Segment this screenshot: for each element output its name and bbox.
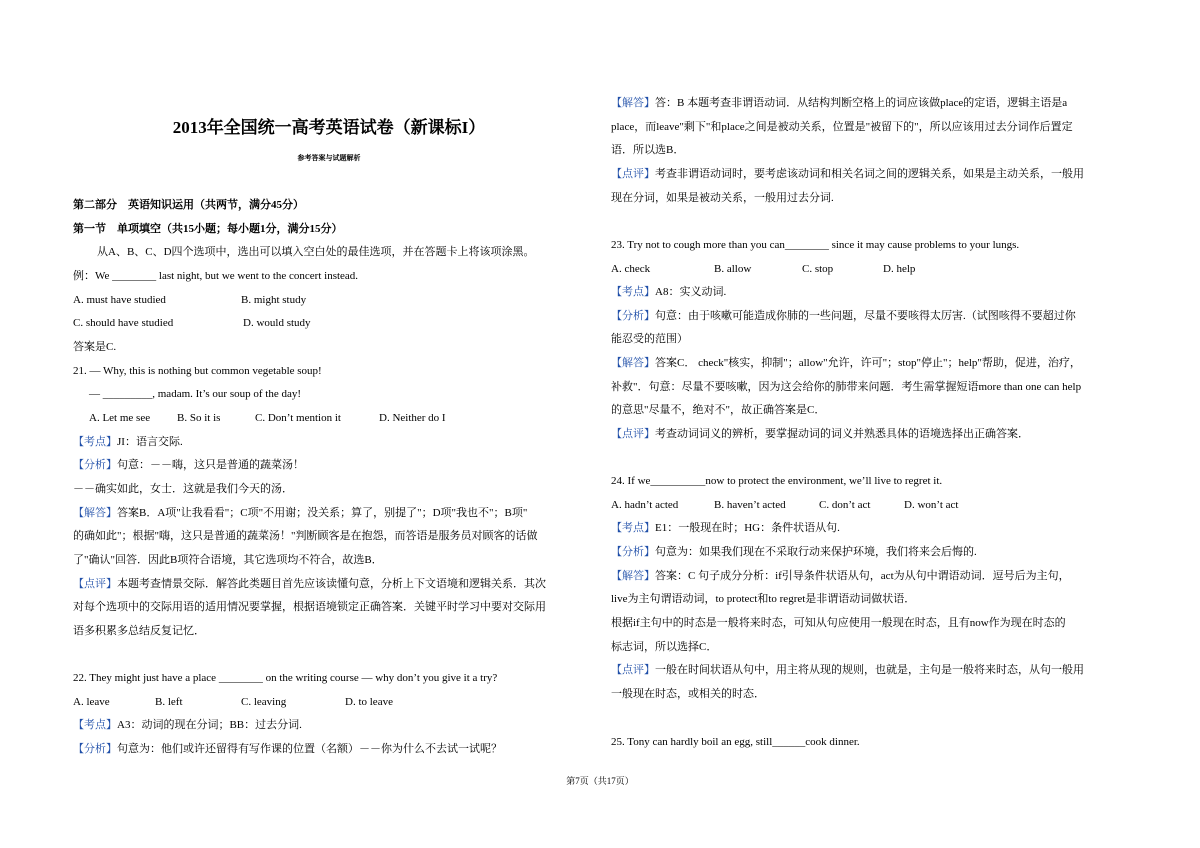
q22-jieda-line2: place，而leave"剩下"和place之间是被动关系，位置是"被留下的"，所以应该用过去分词作后置定 [611,121,1073,133]
q23-jieda-line3: 的意思"尽量不，绝对不"，故正确答案是C． [611,404,826,416]
q21-option-d: D. Neither do I [379,412,446,424]
document-subtitle: 参考答案与试题解析 [297,154,361,162]
dianping-tag: 【点评】 [73,578,117,590]
q23-option-b: B. allow [714,263,752,275]
q22-option-c: C. leaving [241,696,287,708]
q24-option-c: C. don’t act [819,499,871,511]
q22-option-b: B. left [155,696,183,708]
q23-stem: 23. Try not to cough more than you can________ since it may cause problems to your lungs. [611,239,1020,251]
instruction: 从A、B、C、D四个选项中，选出可以填入空白处的最佳选项，并在答题卡上将该项涂黑。 [97,246,535,258]
jieda-text: 答案B．A项"让我看看"；C项"不用谢；没关系；算了，别提了"；D项"我也不"；B项" [117,507,528,519]
dianping-text: 考查非谓语动词时，要考虑该动词和相关名词之间的逻辑关系，如果是主动关系，一般用 [655,168,1084,180]
q24-kaodian [611,521,840,535]
jieda-tag: 【解答】 [611,570,655,582]
q21-kaodian [73,435,183,449]
q22-stem: 22. They might just have a place ________ on the writing course — why don’t you give it a try? [73,672,498,684]
jieda-text: 答案：C 句子成分分析：if引导条件状语从句，act为从句中谓语动词．逗号后为主句， [655,570,1070,582]
q21-stem-line1: 21. — Why, this is nothing but common vegetable soup! [73,365,322,377]
kaodian-tag: 【考点】 [73,436,117,448]
q21-jieda-line3: 了"确认"回答．因此B项符合语境，其它选项均不符合，故选B． [73,554,383,566]
q22-fenxi [73,742,502,756]
q22-jieda-line3: 语．所以选B． [611,144,685,156]
q23-fenxi-line1 [611,309,1076,323]
fenxi-tag: 【分析】 [611,546,655,558]
q24-jieda-line2: live为主句谓语动词，to protect和to regret是非谓语动词做状语． [611,593,916,605]
dianping-tag: 【点评】 [611,664,655,676]
q21-fenxi-line2: －－确实如此，女士．这就是我们今天的汤． [73,483,293,495]
q24-dianping-line1 [611,663,1084,677]
part-heading: 第二部分 英语知识运用（共两节，满分45分） [73,199,304,211]
fenxi-tag: 【分析】 [611,310,655,322]
q22-dianping-line1 [611,167,1084,181]
jieda-tag: 【解答】 [611,97,655,109]
fenxi-tag: 【分析】 [73,743,117,755]
example-option-b: B. might study [241,294,307,306]
q22-option-a: A. leave [73,696,110,708]
q23-kaodian [611,285,726,299]
fenxi-tag: 【分析】 [73,459,117,471]
dianping-text: 本题考查情景交际．解答此类题目首先应该读懂句意，分析上下文语境和逻辑关系．其次 [117,578,546,590]
q21-dianping-line1 [73,577,546,591]
q21-fenxi-line1 [73,458,304,472]
kaodian-tag: 【考点】 [611,522,655,534]
example-option-c: C. should have studied [73,317,174,329]
q21-option-c: C. Don’t mention it [255,412,341,424]
q21-option-a: A. Let me see [89,412,151,424]
q23-option-d: D. help [883,263,916,275]
kaodian-text: JI：语言交际. [117,436,183,448]
q24-option-a: A. hadn’t acted [611,499,679,511]
q23-dianping [611,427,1029,441]
document-title: 2013年全国统一高考英语试卷（新课标I） [172,118,486,137]
example-stem: 例：We ________ last night, but we went to the concert instead. [73,270,359,282]
dianping-tag: 【点评】 [611,428,655,440]
q21-stem-line2: — _________, madam. It’s our soup of the day! [89,388,302,400]
q24-fenxi [611,545,977,559]
q23-jieda-line2: 补救"．句意：尽量不要咳嗽，因为这会给你的肺带来问题．考生需掌握短语more than one can help [611,381,1082,393]
q23-option-a: A. check [611,263,651,275]
example-option-a: A. must have studied [73,294,166,306]
page-footer: 第7页（共17页） [566,776,634,786]
q23-jieda-line1 [611,356,1081,370]
q23-option-c: C. stop [802,263,834,275]
q21-option-b: B. So it is [177,412,221,424]
q23-fenxi-line2: 能忍受的范围） [611,333,688,345]
jieda-text: 答：B 本题考查非谓语动词．从结构判断空格上的词应该做place的定语，逻辑主语是a [655,97,1068,109]
q22-kaodian [73,718,302,732]
fenxi-text: 句意：由于咳嗽可能造成你肺的一些问题，尽量不要咳得太厉害.（试图咳得不要超过你 [655,310,1076,322]
q24-jieda-line3: 根据if主句中的时态是一般将来时态，可知从句应使用一般现在时态，且有now作为现在时态的 [611,617,1066,629]
example-answer: 答案是C. [73,341,117,353]
fenxi-text: 句意：－－嗨，这只是普通的蔬菜汤！ [117,459,304,471]
q24-option-d: D. won’t act [904,499,959,511]
fenxi-text: 句意为：他们或许还留得有写作课的位置（名额）－－你为什么不去试一试呢？ [117,743,502,755]
q22-option-d: D. to leave [345,696,393,708]
example-option-d: D. would study [243,317,311,329]
dianping-tag: 【点评】 [611,168,655,180]
dianping-text: 考查动词词义的辨析，要掌握动词的词义并熟悉具体的语境选择出正确答案． [655,428,1029,440]
kaodian-tag: 【考点】 [611,286,655,298]
q21-dianping-line3: 语多积累多总结反复记忆． [73,625,205,637]
kaodian-text: E1：一般现在时；HG：条件状语从句. [655,522,840,534]
q24-jieda-line1 [611,569,1070,583]
q24-jieda-line4: 标志词，所以选择C． [611,641,718,653]
section-heading: 第一节 单项填空（共15小题；每小题1分，满分15分） [73,223,343,235]
q22-dianping-line2: 现在分词，如果是被动关系，一般用过去分词. [611,192,834,204]
q24-dianping-line2: 一般现在时态，或相关的时态． [611,688,765,700]
q21-jieda-line1 [73,506,527,520]
q21-dianping-line2: 对每个选项中的交际用语的适用情况要掌握，根据语境锁定正确答案．关键平时学习中要对交际用 [73,601,546,613]
jieda-tag: 【解答】 [73,507,117,519]
q21-jieda-line2: 的确如此"；根据"嗨，这只是普通的蔬菜汤！"判断顾客是在抱怨，而答语是服务员对顾客的话做 [73,530,538,542]
kaodian-tag: 【考点】 [73,719,117,731]
q24-option-b: B. haven’t acted [714,499,786,511]
kaodian-text: A3：动词的现在分词；BB：过去分词. [117,719,302,731]
q22-jieda-line1 [611,96,1067,110]
q25-stem: 25. Tony can hardly boil an egg, still______cook dinner. [611,736,860,748]
jieda-tag: 【解答】 [611,357,655,369]
fenxi-text: 句意为：如果我们现在不采取行动来保护环境，我们将来会后悔的. [655,546,977,558]
dianping-text: 一般在时间状语从句中，用主将从现的规则，也就是，主句是一般将来时态，从句一般用 [655,664,1084,676]
jieda-text: 答案C． check"核实，抑制"；allow"允许，许可"；stop"停止"；help"帮助，促进，治疗， [655,357,1081,369]
q24-stem: 24. If we__________now to protect the environment, we’ll live to regret it. [611,475,943,487]
kaodian-text: A8：实义动词. [655,286,727,298]
